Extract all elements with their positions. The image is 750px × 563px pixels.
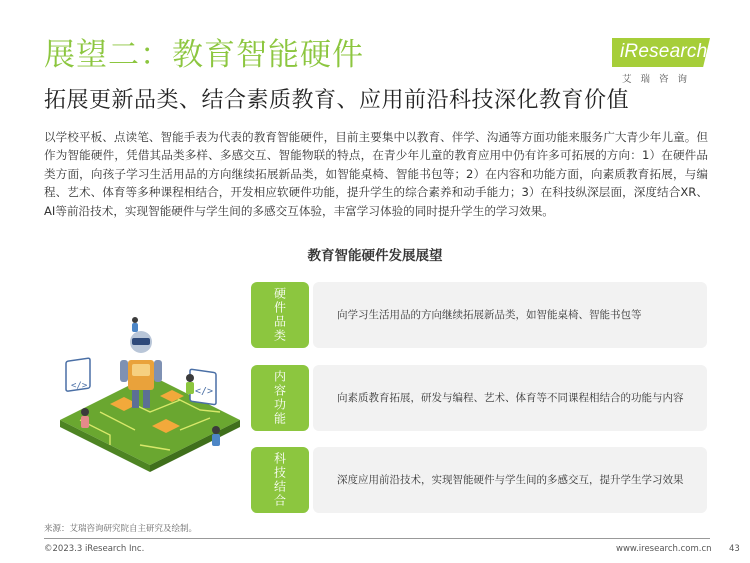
svg-text:</>: </> — [195, 386, 214, 397]
copyright: ©2023.3 iResearch Inc. — [44, 544, 145, 554]
smart-hardware-illustration — [40, 300, 250, 480]
footer-divider — [44, 538, 710, 539]
logo-cn-text: 艾瑞咨询 — [622, 74, 697, 85]
outlook-row-technology — [251, 447, 707, 513]
source-note: 来源：艾瑞咨询研究院自主研究及绘制。 — [44, 524, 198, 534]
svg-text:</>: </> — [71, 381, 88, 391]
page-subtitle: 拓展更新品类、结合素质教育、应用前沿科技深化教育价值 — [44, 88, 630, 113]
row-content-box — [313, 365, 707, 431]
row-text: 向学习生活用品的方向继续拓展新品类，如智能桌椅、智能书包等 — [337, 309, 642, 321]
iresearch-logo — [612, 38, 716, 86]
row-tag-label: 科技结合 — [272, 452, 287, 508]
row-tag — [251, 447, 309, 513]
row-tag-label: 硬件品类 — [272, 287, 287, 343]
row-text: 深度应用前沿技术，实现智能硬件与学生间的多感交互，提升学生学习效果 — [337, 474, 684, 486]
row-tag — [251, 365, 309, 431]
website-url: www.iresearch.com.cn — [616, 544, 712, 554]
page-title: 展望二：教育智能硬件 — [44, 37, 364, 73]
row-content-box — [313, 282, 707, 348]
outlook-row-content — [251, 365, 707, 431]
row-tag — [251, 282, 309, 348]
logo-text: iResearch — [620, 41, 708, 62]
row-content-box — [313, 447, 707, 513]
page-number: 43 — [729, 544, 740, 554]
chart-title: 教育智能硬件发展展望 — [307, 248, 443, 264]
intro-paragraph: 以学校平板、点读笔、智能手表为代表的教育智能硬件，目前主要集中以教育、伴学、沟通等方面功能来服务广大青少年儿童。但作为智能硬件，凭借其品类多样、多感交互、智能物联的特点，在青少年儿童的教育应用中仍有许多可拓展的方向：1）在硬件品类方面，向孩子学习生活用品的方向继续拓展新品类，如智能桌椅、智能书包等；2）在内容和功能方面，向素质教育拓展，与编程、艺术、体育等多种课程相结合，开发相应软硬件功能，提升学生的综合素养和动手能力；3）在科技纵深层面，深度结合XR、AI等前沿技术，实现智能硬件与学生间的多感交互体验，丰富学习体验的同时提升学生的学习效果。 — [44, 130, 708, 218]
row-text: 向素质教育拓展，研发与编程、艺术、体育等不同课程相结合的功能与内容 — [337, 392, 684, 404]
row-tag-label: 内容功能 — [272, 370, 287, 426]
outlook-row-hardware — [251, 282, 707, 348]
